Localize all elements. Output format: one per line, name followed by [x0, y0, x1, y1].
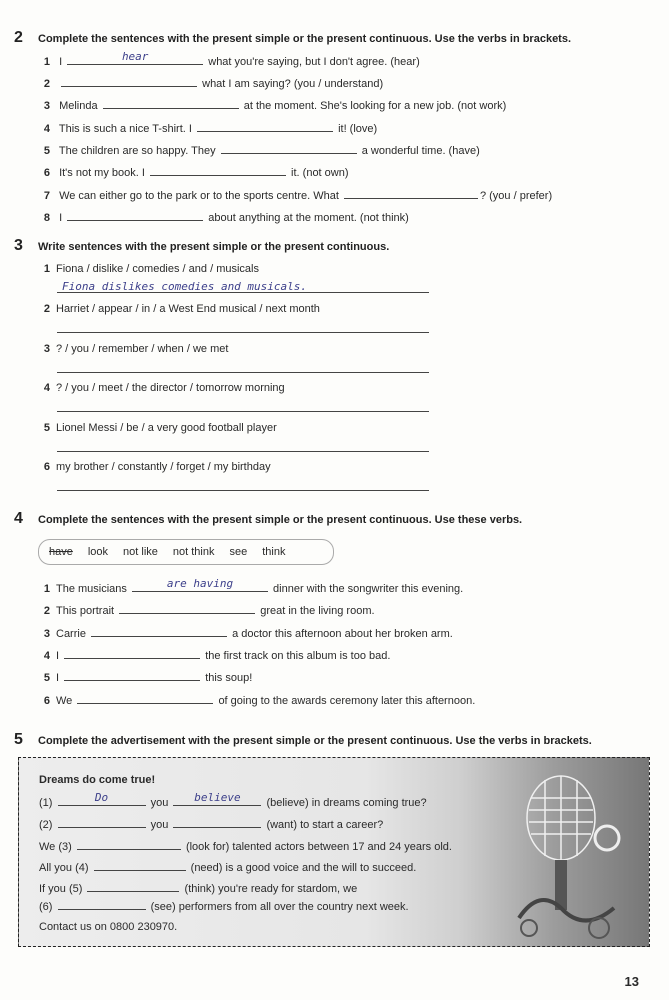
answer-blank[interactable] [67, 209, 203, 221]
answer-blank[interactable] [87, 880, 179, 892]
ad-line-2 [39, 816, 383, 830]
answer-blank[interactable] [103, 97, 239, 109]
answer-blank[interactable] [58, 816, 146, 828]
s2-item-1 [38, 50, 420, 68]
answer-blank[interactable] [64, 647, 200, 659]
item-pre: We [56, 695, 73, 707]
ad-title: Dreams do come true! [39, 774, 156, 786]
handwritten-answer: hear [121, 50, 149, 63]
item-post: it. (not own) [291, 167, 349, 179]
handwritten-answer: are having [166, 577, 234, 590]
item-number: 6 [43, 167, 50, 179]
item-post: of going to the awards ceremony later this afternoon. [218, 695, 476, 707]
s2-item-4 [38, 120, 377, 134]
item-prompt: Fiona / dislike / comedies / and / musicals [56, 263, 259, 275]
handwritten-answer: Fiona dislikes comedies and musicals. [62, 280, 308, 293]
item-prompt: my brother / constantly / forget / my birthday [56, 461, 271, 473]
item-post: what I am saying? (you / understand) [202, 78, 384, 90]
answer-blank[interactable] [173, 791, 261, 806]
ad-line-post: (need) is a good voice and the will to succeed. [190, 862, 417, 874]
answer-blank[interactable] [91, 625, 227, 637]
item-pre: Carrie [56, 628, 86, 640]
item-number: 6 [43, 461, 50, 473]
answer-blank[interactable] [58, 898, 146, 910]
ad-line-pre: (6) [39, 901, 53, 913]
item-number: 8 [43, 212, 50, 224]
item-post: ? (you / prefer) [479, 190, 553, 202]
ad-line-pre: If you (5) [39, 883, 83, 895]
section-4-title: Complete the sentences with the present simple or the present continuous. Use these verbs. [38, 514, 523, 526]
answer-blank[interactable] [64, 669, 200, 681]
item-pre: The children are so happy. They [58, 145, 216, 157]
item-prompt: ? / you / meet / the director / tomorrow morning [56, 382, 285, 394]
section-4-number: 4 [14, 510, 23, 527]
item-pre: This is such a nice T-shirt. I [58, 123, 192, 135]
ad-line-pre: (1) [39, 797, 53, 809]
verb-not-like: not like [123, 546, 158, 558]
item-number: 3 [43, 100, 50, 112]
item-number: 5 [43, 145, 50, 157]
s2-item-5 [38, 142, 480, 156]
answer-line[interactable] [57, 292, 429, 293]
section-2-title: Complete the sentences with the present simple or the present continuous. Use the verbs in brackets. [38, 33, 572, 45]
verb-box [38, 539, 334, 565]
answer-blank[interactable] [132, 577, 268, 592]
ad-line-post: (look for) talented actors between 17 and 24 years old. [185, 841, 452, 853]
section-3-number: 3 [14, 237, 23, 254]
ad-line-3 [39, 838, 452, 852]
answer-blank[interactable] [173, 816, 261, 828]
handwritten-answer: Do [94, 791, 109, 804]
item-pre: It's not my book. I [59, 167, 145, 179]
answer-blank[interactable] [58, 791, 146, 806]
item-prompt: ? / you / remember / when / we met [56, 343, 229, 355]
item-number: 2 [43, 303, 50, 315]
item-number: 3 [43, 343, 50, 355]
item-post: about anything at the moment. (not think) [208, 212, 409, 224]
s4-item-2 [38, 602, 375, 616]
item-post: what you're saying, but I don't agree. (hear) [208, 56, 420, 68]
s2-item-6 [38, 164, 349, 178]
s4-item-4 [38, 647, 390, 661]
ad-line-1 [39, 791, 427, 809]
item-pre: Melinda [59, 100, 98, 112]
page-number: 13 [624, 974, 639, 989]
item-pre: The musicians [56, 583, 127, 595]
item-pre: We can either go to the park or to the sports centre. What [59, 190, 339, 202]
advertisement-box [18, 757, 650, 947]
answer-line[interactable] [57, 332, 429, 333]
ad-line-mid: you [150, 797, 169, 809]
s3-item-4 [38, 381, 285, 395]
answer-blank[interactable] [94, 859, 186, 871]
section-5-title: Complete the advertisement with the present simple or the present continuous. Use the verbs in brackets. [38, 735, 592, 747]
ad-line-post: (think) you're ready for stardom, we [184, 883, 358, 895]
verb-see: see [229, 546, 248, 558]
item-post: at the moment. She's looking for a new job. (not work) [243, 100, 507, 112]
ad-line-5 [39, 880, 357, 894]
s3-item-2 [38, 302, 320, 316]
ad-line-pre: We (3) [39, 841, 72, 853]
s2-item-2 [38, 75, 383, 89]
item-post: it! (love) [338, 123, 378, 135]
answer-blank[interactable] [197, 120, 333, 132]
item-number: 4 [43, 382, 50, 394]
s4-item-6 [38, 692, 475, 706]
section-2-number: 2 [14, 29, 23, 46]
s2-item-8 [38, 209, 409, 223]
ad-line-4 [39, 859, 416, 873]
answer-line[interactable] [57, 372, 429, 373]
ad-line-post: (believe) in dreams coming true? [266, 797, 427, 809]
ad-line-pre: (2) [39, 819, 53, 831]
item-prompt: Lionel Messi / be / a very good football player [56, 422, 277, 434]
item-pre: I [56, 650, 60, 662]
s4-item-3 [38, 625, 453, 639]
handwritten-answer: believe [194, 791, 241, 804]
ad-line-post: (want) to start a career? [266, 819, 384, 831]
ad-line-mid: you [150, 819, 169, 831]
item-number: 3 [43, 628, 50, 640]
item-pre: I [56, 672, 60, 684]
item-number: 1 [43, 56, 50, 68]
item-pre: This portrait [56, 605, 115, 617]
verb-have: have [49, 546, 73, 558]
s4-item-1 [38, 577, 464, 595]
answer-blank[interactable] [119, 602, 255, 614]
s3-item-3 [38, 342, 228, 356]
s3-item-1 [38, 262, 259, 276]
microphone-illustration [499, 768, 629, 943]
item-post: a doctor this afternoon about her broken arm. [232, 628, 453, 640]
ad-line-pre: All you (4) [39, 862, 89, 874]
ad-line-post: (see) performers from all over the country next week. [150, 901, 409, 913]
item-number: 1 [43, 583, 50, 595]
ad-contact: Contact us on 0800 230970. [39, 921, 178, 933]
answer-line[interactable] [57, 490, 429, 491]
item-prompt: Harriet / appear / in / a West End musical / next month [56, 303, 320, 315]
verb-look: look [87, 546, 109, 558]
item-number: 2 [43, 605, 50, 617]
item-post: the first track on this album is too bad. [205, 650, 391, 662]
item-number: 4 [43, 123, 50, 135]
answer-blank[interactable] [221, 142, 357, 154]
item-number: 5 [43, 672, 50, 684]
item-number: 4 [43, 650, 50, 662]
answer-line[interactable] [57, 411, 429, 412]
s4-item-5 [38, 669, 252, 683]
answer-blank[interactable] [61, 75, 197, 87]
answer-blank[interactable] [77, 838, 181, 850]
s2-item-7 [38, 187, 552, 201]
answer-blank[interactable] [150, 164, 286, 176]
item-post: dinner with the songwriter this evening. [273, 583, 464, 595]
item-number: 1 [43, 263, 50, 275]
item-post: this soup! [205, 672, 253, 684]
s3-item-5 [38, 421, 277, 435]
item-post: a wonderful time. (have) [361, 145, 480, 157]
verb-think: think [262, 546, 286, 558]
answer-blank[interactable] [344, 187, 478, 199]
s2-item-3 [38, 97, 506, 111]
item-post: great in the living room. [260, 605, 375, 617]
item-number: 6 [43, 695, 50, 707]
verb-not-think: not think [172, 546, 215, 558]
answer-line[interactable] [57, 451, 429, 452]
answer-blank[interactable] [77, 692, 213, 704]
section-3-title: Write sentences with the present simple or the present continuous. [38, 241, 390, 253]
item-pre: I [59, 212, 63, 224]
section-5-number: 5 [14, 731, 23, 748]
item-number: 5 [43, 422, 50, 434]
item-pre: I [59, 56, 63, 68]
ad-line-6 [39, 898, 409, 912]
item-number: 2 [43, 78, 50, 90]
answer-blank[interactable] [67, 50, 203, 65]
item-number: 7 [43, 190, 50, 202]
s3-item-6 [38, 460, 271, 474]
